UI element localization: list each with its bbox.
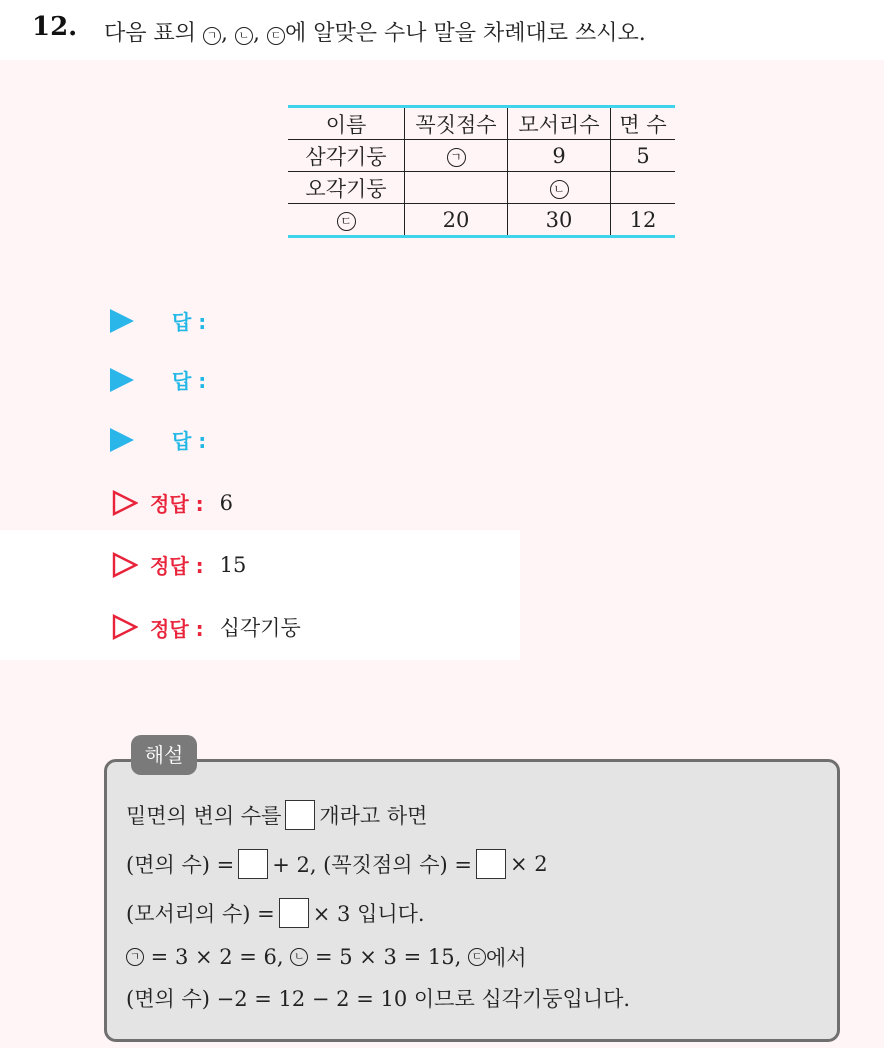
table-header: 면 수 — [611, 107, 676, 140]
correct-answer-row — [112, 488, 233, 517]
explanation-line — [126, 800, 427, 830]
explanation-text: 밑면의 변의 수를 — [126, 804, 282, 828]
marker-c-icon: ㄷ — [267, 27, 285, 45]
table-header-row — [288, 107, 675, 140]
table-cell: 20 — [405, 204, 508, 237]
outline-triangle-icon — [112, 490, 138, 516]
explanation-text: + 2, (꼭짓점의 수) = — [272, 853, 472, 877]
marker-c-icon: ㄷ — [468, 948, 486, 966]
table-cell: 9 — [508, 140, 611, 172]
marker-a-icon: ㄱ — [126, 948, 144, 966]
table-row — [288, 140, 675, 172]
table-cell: 5 — [611, 140, 676, 172]
table-cell: 30 — [508, 204, 611, 237]
marker-a-icon: ㄱ — [203, 27, 221, 45]
explanation-text: 에서 — [485, 946, 527, 970]
correct-label: 정답 : — [150, 616, 204, 641]
explanation-line — [126, 849, 548, 879]
explanation-line — [126, 898, 425, 928]
correct-answer-row — [112, 612, 301, 642]
table-cell — [405, 172, 508, 204]
table-cell — [405, 140, 508, 172]
question-number: 12. — [32, 12, 78, 42]
answer-row — [110, 425, 206, 454]
prism-table — [288, 105, 675, 238]
answer-row — [110, 365, 206, 394]
table-cell: 삼각기둥 — [288, 140, 405, 172]
correct-label: 정답 : — [150, 492, 204, 516]
explanation-text: (면의 수) = — [126, 853, 235, 877]
marker-b-icon: ㄴ — [235, 27, 253, 45]
correct-value: 15 — [219, 552, 247, 577]
marker-a-icon: ㄱ — [447, 148, 466, 167]
outline-triangle-icon — [112, 614, 138, 640]
blank-box — [476, 849, 506, 879]
outline-triangle-icon — [112, 552, 138, 578]
marker-b-icon: ㄴ — [550, 180, 569, 199]
filled-triangle-icon — [110, 368, 134, 392]
table-header: 이름 — [288, 107, 405, 140]
answer-label: 답 : — [172, 429, 207, 453]
blank-box — [279, 898, 309, 928]
correct-label: 정답 : — [150, 554, 204, 578]
blank-box — [285, 800, 315, 830]
table-cell: 오각기둥 — [288, 172, 405, 204]
explanation-text: = 5 × 3 = 15, — [308, 945, 468, 969]
explanation-text: × 3 입니다. — [312, 902, 425, 926]
answer-label: 답 : — [172, 310, 207, 334]
table-row — [288, 172, 675, 204]
table-row — [288, 204, 675, 237]
correct-value: 6 — [219, 490, 233, 515]
explanation-line — [126, 983, 630, 1013]
filled-triangle-icon — [110, 309, 134, 333]
marker-c-icon: ㄷ — [337, 212, 356, 231]
explanation-tab: 해설 — [131, 735, 197, 775]
correct-value: 십각기둥 — [219, 616, 301, 640]
marker-b-icon: ㄴ — [290, 948, 308, 966]
background-tint — [520, 530, 884, 660]
explanation-text: × 2 — [509, 852, 548, 876]
answer-row — [110, 306, 206, 335]
table-cell — [508, 172, 611, 204]
explanation-text: = 3 × 2 = 6, — [144, 945, 291, 969]
explanation-text: (면의 수) −2 = 12 − 2 = 10 이므로 십각기둥입니다. — [126, 987, 631, 1011]
question-suffix: 에 알맞은 수나 말을 차례대로 쓰시오. — [285, 21, 646, 46]
question-text — [104, 16, 646, 47]
table-cell — [611, 172, 676, 204]
table-cell — [288, 204, 405, 237]
table-header: 모서리수 — [508, 107, 611, 140]
table-cell: 12 — [611, 204, 676, 237]
question-prefix: 다음 표의 — [104, 21, 203, 46]
separator: , — [253, 21, 267, 46]
explanation-text: 개라고 하면 — [319, 804, 428, 828]
explanation-text: (모서리의 수) = — [126, 902, 275, 926]
correct-answer-row — [112, 550, 246, 579]
explanation-line — [126, 942, 527, 972]
filled-triangle-icon — [110, 428, 134, 452]
blank-box — [238, 849, 268, 879]
table-header: 꼭짓점수 — [405, 107, 508, 140]
separator: , — [221, 21, 235, 46]
answer-label: 답 : — [172, 369, 207, 393]
